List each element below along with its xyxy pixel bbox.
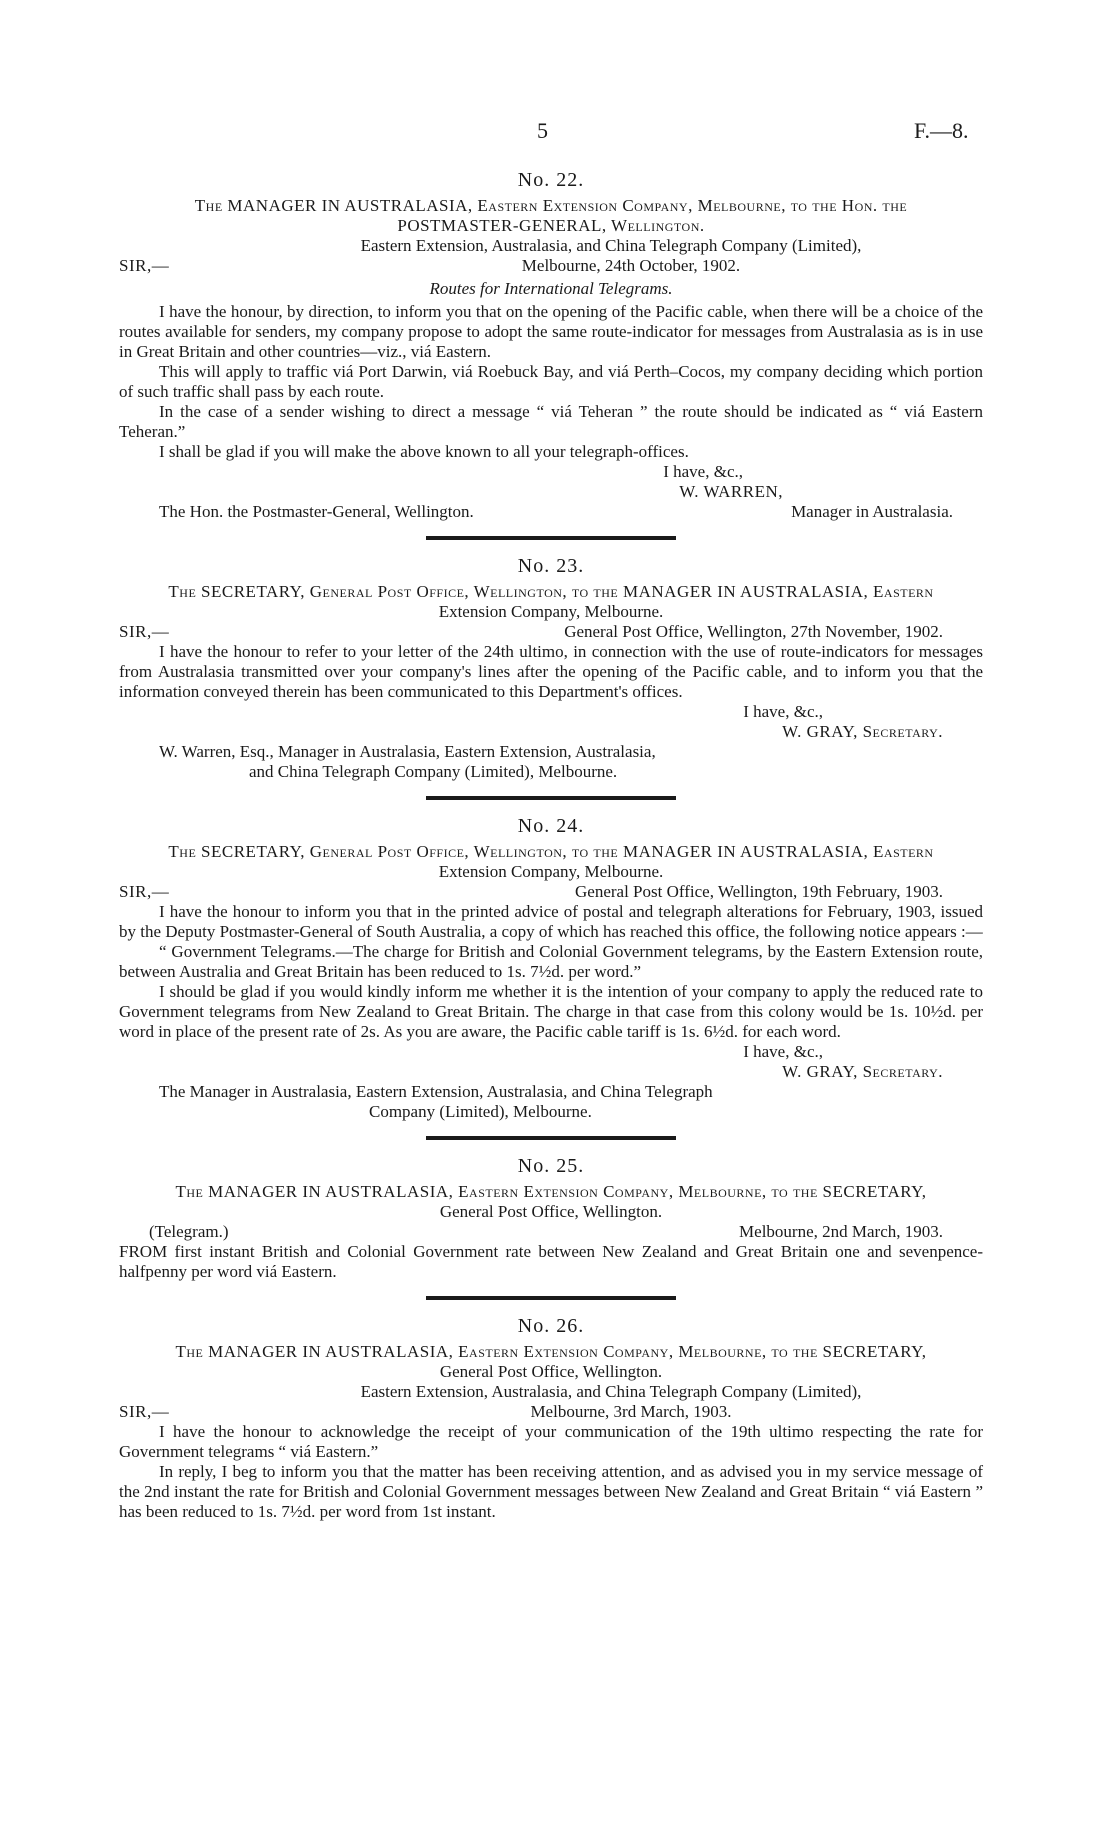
addressee-row: [119, 502, 983, 522]
letterhead-line-2: Melbourne, 24th October, 1902.: [521, 256, 741, 275]
section-heading-line-2: General Post Office, Wellington.: [439, 1362, 663, 1381]
signature: W. WARREN,: [679, 482, 783, 501]
section-no-24: [119, 814, 983, 1122]
paragraph: In the case of a sender wishing to direct a message “ viá Teheran ” the route should be indicated as “ viá Eastern Teheran.”: [119, 402, 983, 441]
salutation: SIR,—: [119, 1402, 170, 1421]
telegram-text: FROM first instant British and Colonial Government rate between New Zealand and Great Britain one and sevenpence-halfpenny per word viá Eastern.: [119, 1242, 983, 1281]
section-number: No. 26.: [517, 1315, 585, 1337]
addressee-line-2: and China Telegraph Company (Limited), Melbourne.: [249, 762, 618, 781]
page-number: 5: [537, 118, 548, 143]
section-heading-line-2: POSTMASTER-GENERAL, Wellington.: [397, 216, 705, 235]
letterhead-line-2: Melbourne, 3rd March, 1903.: [530, 1402, 732, 1421]
letter-subject: Routes for International Telegrams.: [429, 279, 673, 298]
addressee: The Hon. the Postmaster-General, Wellington.: [159, 502, 474, 521]
section-no-23: [119, 554, 983, 782]
section-heading-line-1: The SECRETARY, General Post Office, Wellington, to the MANAGER IN AUSTRALASIA, Eastern: [168, 582, 934, 601]
section-number: No. 25.: [517, 1155, 585, 1177]
section-heading-line-2: General Post Office, Wellington.: [439, 1202, 663, 1221]
salutation-row: [119, 256, 983, 276]
salutation-row: [119, 622, 983, 642]
section-no-22: [119, 168, 983, 522]
salutation: SIR,—: [119, 622, 170, 641]
section-number: No. 22.: [517, 169, 585, 191]
section-no-26: [119, 1314, 983, 1522]
dateline: Melbourne, 2nd March, 1903.: [739, 1222, 943, 1241]
salutation-row: [119, 1402, 983, 1422]
addressee-line-2: Company (Limited), Melbourne.: [369, 1102, 592, 1121]
paragraph: I have the honour to inform you that in the printed advice of postal and telegraph alterations for February, 1903, issued by the Deputy Postmaster-General of South Australia, a copy of which has reached this office, the following notice appears :—: [119, 902, 983, 941]
section-no-25: [119, 1154, 983, 1282]
paragraph: I shall be glad if you will make the above known to all your telegraph-offices.: [159, 442, 689, 461]
paragraph: This will apply to traffic viá Port Darwin, viá Roebuck Bay, and viá Perth–Cocos, my company deciding which portion of such traffic shall pass by each route.: [119, 362, 983, 401]
signature: W. GRAY, Secretary.: [782, 1062, 943, 1081]
section-number: No. 23.: [517, 555, 585, 577]
closing: I have, &c.,: [743, 1042, 823, 1061]
letterhead-line-1: Eastern Extension, Australasia, and China Telegraph Company (Limited),: [360, 236, 862, 255]
section-divider: [426, 536, 676, 540]
salutation: SIR,—: [119, 882, 170, 901]
quoted-notice: “ Government Telegrams.—The charge for British and Colonial Government telegrams, by the Eastern Extension route, between Australia and Great Britain has been reduced to 1s. 7½d. per word.”: [119, 942, 983, 981]
section-heading-line-2: Extension Company, Melbourne.: [438, 862, 664, 881]
section-heading-line-2: Extension Company, Melbourne.: [438, 602, 664, 621]
paragraph: In reply, I beg to inform you that the matter has been receiving attention, and as advised you in my service message of the 2nd instant the rate for British and Colonial Government messages between New Zealand and Great Britain “ viá Eastern ” has been reduced to 1s. 7½d. per word from 1st instant.: [119, 1462, 983, 1521]
addressee-line-1: W. Warren, Esq., Manager in Australasia, Eastern Extension, Australasia,: [159, 742, 656, 761]
salutation: SIR,—: [119, 256, 170, 275]
section-heading-line-1: The SECRETARY, General Post Office, Wellington, to the MANAGER IN AUSTRALASIA, Eastern: [168, 842, 934, 861]
closing: I have, &c.,: [743, 702, 823, 721]
section-heading-line-1: The MANAGER IN AUSTRALASIA, Eastern Extension Company, Melbourne, to the SECRETARY,: [175, 1342, 927, 1361]
paragraph: I have the honour, by direction, to inform you that on the opening of the Pacific cable, when there will be a choice of the routes available for senders, my company propose to adopt the same route-indicator for messages from Australasia as is in use in Great Britain and other countries—viz., viá Eastern.: [119, 302, 983, 361]
addressee-line-1: The Manager in Australasia, Eastern Extension, Australasia, and China Telegraph: [159, 1082, 713, 1101]
section-number: No. 24.: [517, 815, 585, 837]
section-heading-line-1: The MANAGER IN AUSTRALASIA, Eastern Extension Company, Melbourne, to the SECRETARY,: [175, 1182, 927, 1201]
dateline: General Post Office, Wellington, 27th November, 1902.: [564, 622, 943, 641]
signature: W. GRAY, Secretary.: [782, 722, 943, 741]
dateline: General Post Office, Wellington, 19th February, 1903.: [575, 882, 943, 901]
letterhead-line-1: Eastern Extension, Australasia, and China Telegraph Company (Limited),: [360, 1382, 862, 1401]
section-heading-line-1: The MANAGER IN AUSTRALASIA, Eastern Extension Company, Melbourne, to the Hon. the: [194, 196, 908, 215]
document-body: [119, 168, 983, 1522]
document-reference: F.—8.: [914, 118, 969, 143]
paragraph: I have the honour to refer to your letter of the 24th ultimo, in connection with the use of route-indicators for messages from Australasia transmitted over your company's lines after the opening of the Pacific cable, and to inform you that the information conveyed therein has been communicated to this Department's offices.: [119, 642, 983, 701]
salutation-row: [119, 882, 983, 902]
closing: I have, &c.,: [663, 462, 743, 481]
paragraph: I have the honour to acknowledge the receipt of your communication of the 19th ultimo respecting the rate for Government telegrams “ viá Eastern.”: [119, 1422, 983, 1461]
telegram-label: (Telegram.): [149, 1222, 229, 1241]
telegram-row: [119, 1222, 983, 1242]
paragraph: I should be glad if you would kindly inform me whether it is the intention of your company to apply the reduced rate to Government telegrams from New Zealand to Great Britain. The charge in that case from this colony would be 1s. 10½d. per word in place of the present rate of 2s. As you are aware, the Pacific cable tariff is 1s. 6½d. for each word.: [119, 982, 983, 1041]
section-divider: [426, 1136, 676, 1140]
signatory-title: Manager in Australasia.: [791, 502, 953, 521]
section-divider: [426, 1296, 676, 1300]
section-divider: [426, 796, 676, 800]
